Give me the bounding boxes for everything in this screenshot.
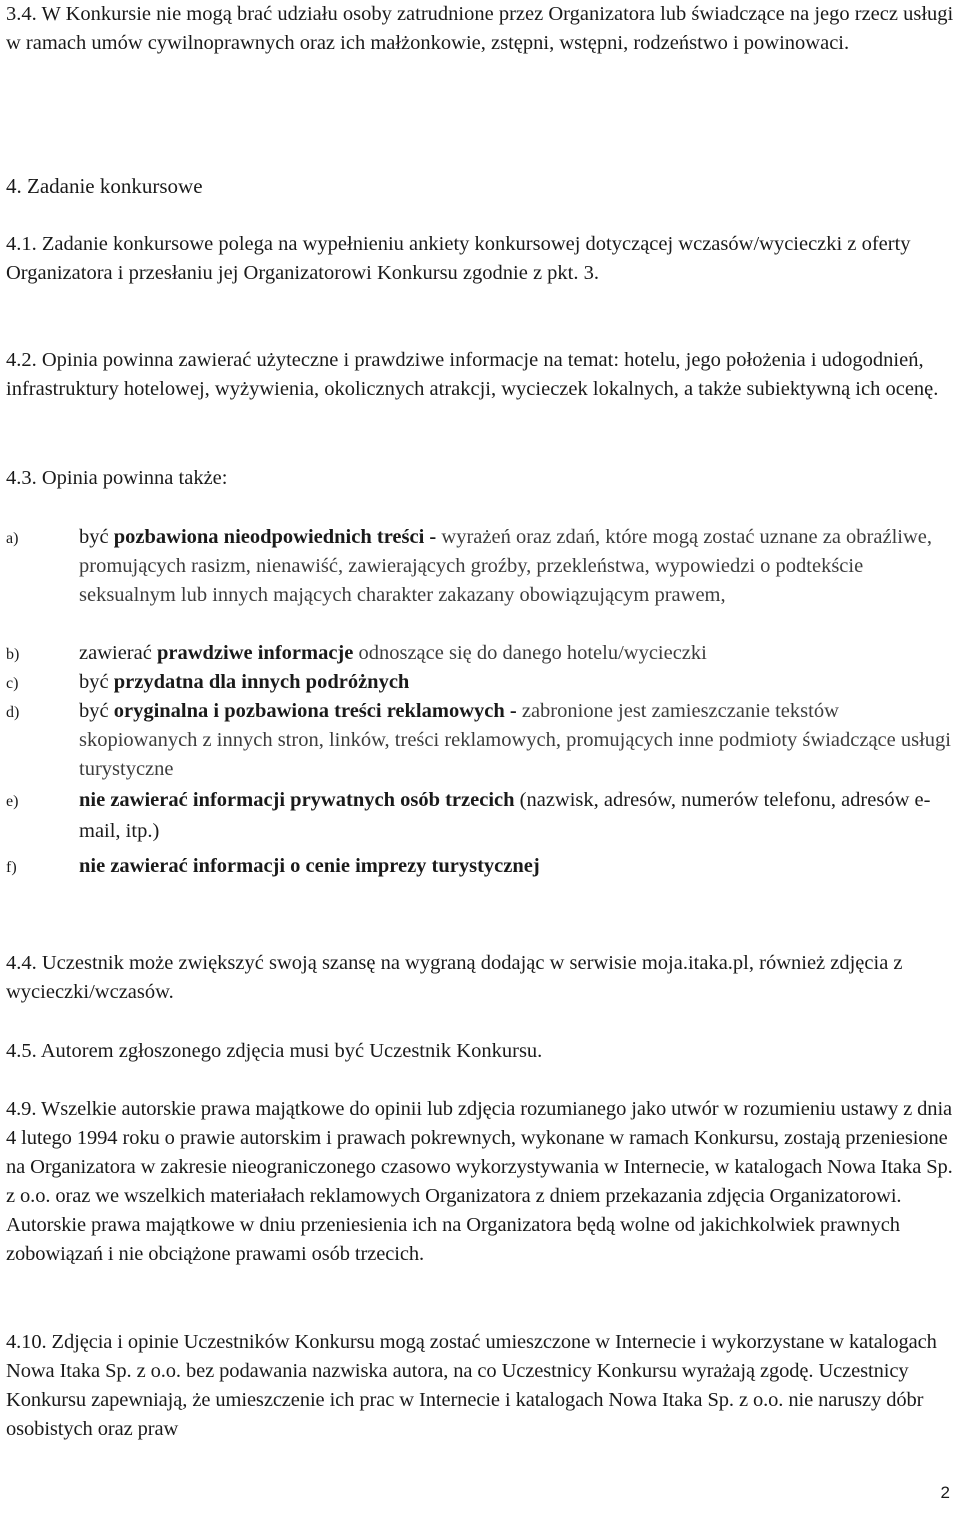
paragraph-3-4: 3.4. W Konkursie nie mogą brać udziału osoby zatrudnione przez Organizatora lub świadczące na jego rzecz usługi w ramach umów cywilnoprawnych oraz ich małżonkowie, zstępni, wstępni, rodzeństwo i powinowaci. bbox=[6, 3, 954, 54]
list-item-text: nie zawierać informacji prywatnych osób trzecich (nazwisk, adresów, numerów telefonu, adresów e-mail, itp.) bbox=[79, 789, 931, 842]
page-number: 2 bbox=[940, 1483, 950, 1502]
list-item-text: być pozbawiona nieodpowiednich treści - wyrażeń oraz zdań, które mogą zostać uznane za obraźliwe, promujących rasizm, nienawiść, zawierających groźby, przekleństwa, wypowiedzi o podtekście seksualnym lub innych mających charakter zakazany obowiązującym prawem, bbox=[79, 526, 932, 606]
paragraph-4-4: 4.4. Uczestnik może zwiększyć swoją szansę na wygraną dodając w serwisie moja.itaka.pl, również zdjęcia z wycieczki/wczasów. bbox=[6, 952, 903, 1003]
list-item-text: być przydatna dla innych podróżnych bbox=[79, 671, 410, 693]
list-marker: b) bbox=[6, 646, 20, 663]
paragraph-4-10: 4.10. Zdjęcia i opinie Uczestników Konkursu mogą zostać umieszczone w Internecie i wykorzystane w katalogach Nowa Itaka Sp. z o.o. bez podawania nazwiska autora, na co Uczestnicy Konkursu wyrażają zgodę. Uczestnicy Konkursu zapewniają, że umieszczenie ich prac w Internecie i katalogach Nowa Itaka Sp. z o.o. nie naruszy dóbr osobistych oraz praw bbox=[6, 1331, 937, 1440]
list-item-text: zawierać prawdziwe informacje odnoszące się do danego hotelu/wycieczki bbox=[79, 642, 707, 664]
paragraph-4-5: 4.5. Autorem zgłoszonego zdjęcia musi być Uczestnik Konkursu. bbox=[6, 1040, 543, 1062]
list-marker: e) bbox=[6, 793, 19, 810]
list-item-text: być oryginalna i pozbawiona treści reklamowych - zabronione jest zamieszczanie tekstów skopiowanych z innych stron, linków, treści reklamowych, promujących inne podmioty świadczące usługi turystyczne bbox=[79, 700, 951, 780]
paragraph-4-3: 4.3. Opinia powinna także: bbox=[6, 467, 228, 489]
section-heading-4: 4. Zadanie konkursowe bbox=[6, 174, 203, 198]
list-marker: a) bbox=[6, 530, 19, 547]
paragraph-4-1: 4.1. Zadanie konkursowe polega na wypełnieniu ankiety konkursowej dotyczącej wczasów/wycieczki z oferty Organizatora i przesłaniu jej Organizatorowi Konkursu zgodnie z pkt. 3. bbox=[6, 233, 911, 284]
paragraph-4-9: 4.9. Wszelkie autorskie prawa majątkowe do opinii lub zdjęcia rozumianego jako utwór w rozumieniu ustawy z dnia 4 lutego 1994 roku o prawie autorskim i prawach pokrewnych, wykonane w ramach Konkursu, zostają przeniesione na Organizatora w zakresie nieograniczonego czasowo wykorzystywania w Internecie, w katalogach Nowa Itaka Sp. z o.o. oraz we wszelkich materiałach reklamowych Organizatora z dniem przekazania zdjęcia Organizatorowi. Autorskie prawa majątkowe w dniu przeniesienia ich na Organizatora będą wolne od jakichkolwiek prawnych zobowiązań i nie obciążone prawami osób trzecich. bbox=[6, 1098, 953, 1265]
list-marker: d) bbox=[6, 704, 20, 721]
paragraph-4-2: 4.2. Opinia powinna zawierać użyteczne i prawdziwe informacje na temat: hotelu, jego położenia i udogodnień, infrastruktury hotelowej, wyżywienia, okolicznych atrakcji, wycieczek lokalnych, a także subiektywną ich ocenę. bbox=[6, 349, 939, 400]
list-marker: c) bbox=[6, 675, 19, 692]
list-item-text: nie zawierać informacji o cenie imprezy turystycznej bbox=[79, 855, 540, 877]
list-marker: f) bbox=[6, 859, 17, 876]
